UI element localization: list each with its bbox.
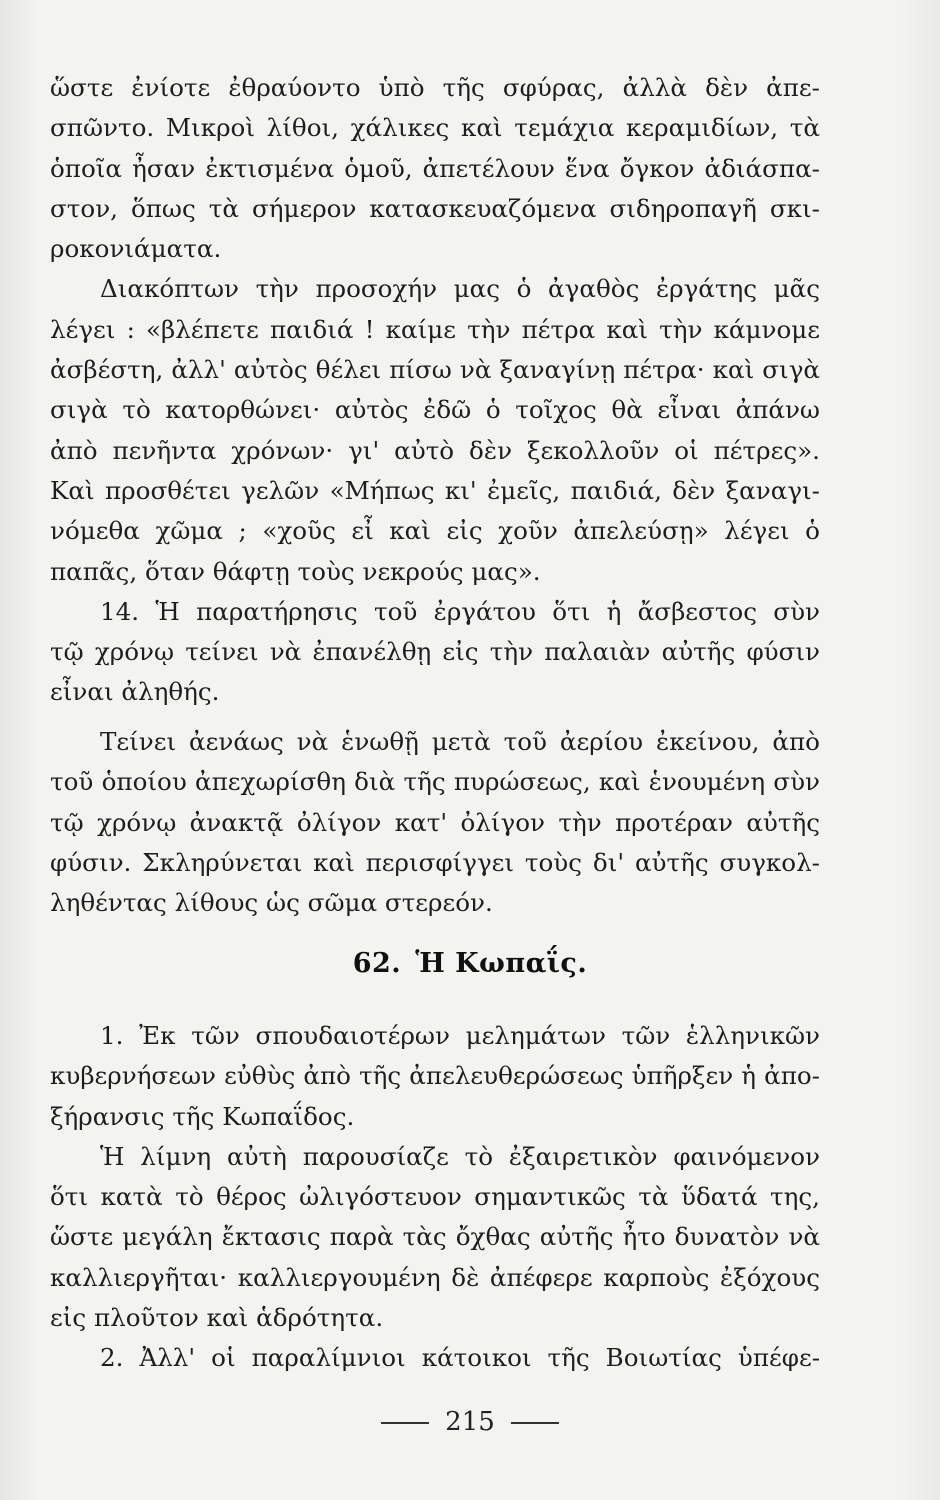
text-line: σπῶντο. Μικροὶ λίθοι, χάλικες καὶ τεμάχια κεραμιδίων, τὰ <box>50 113 820 143</box>
text-line: ἀσβέστη, ἀλλ' αὐτὸς θέλει πίσω νὰ ξαναγίνῃ πέτρα· καὶ σιγὰ <box>50 355 820 385</box>
text-line: Καὶ προσθέτει γελῶν «Μήπως κι' ἐμεῖς, παιδιά, δὲν ξαναγι- <box>50 475 820 505</box>
text-line: φύσιν. Σκληρύνεται καὶ περισφίγγει τοὺς δι' αὐτῆς συγκολ- <box>50 847 820 877</box>
text-line: 1. Ἐκ τῶν σπουδαιοτέρων μελημάτων τῶν ἑλληνικῶν <box>100 1021 820 1050</box>
text-line: Ἡ λίμνη αὐτὴ παρουσίαζε τὸ ἐξαιρετικὸν φαινόμενον <box>100 1141 820 1171</box>
text-line: καλλιεργῆται· καλλιεργουμένη δὲ ἀπέφερε καρποὺς ἐξόχους <box>50 1262 820 1292</box>
dash-decoration <box>511 1422 559 1424</box>
text-line: τοῦ ὁποίου ἀπεχωρίσθη διὰ τῆς πυρώσεως, καὶ ἑνουμένη σὺν <box>50 767 820 797</box>
text-line: στον, ὅπως τὰ σήμερον κατασκευαζόμενα σιδηροπαγῆ σκι- <box>50 193 820 223</box>
text-block-paragraph <box>50 722 820 923</box>
text-line: ξήρανσις τῆς Κωπαΐδος. <box>50 1101 355 1131</box>
text-line: ὁποῖα ἦσαν ἐκτισμένα ὁμοῦ, ἀπετέλουν ἕνα ὄγκον ἀδιάσπα- <box>50 153 820 183</box>
text-line: ἀπὸ πενῆντα χρόνων· γι' αὐτὸ δὲν ξεκολλοῦν οἱ πέτρες». <box>50 435 820 465</box>
page-number-value: 215 <box>445 1407 495 1437</box>
text-line: σιγὰ τὸ κατορθώνει· αὐτὸς ἐδῶ ὁ τοῖχος θὰ εἶναι ἀπάνω <box>50 395 820 425</box>
text-line: 2. Ἀλλ' οἱ παραλίμνιοι κάτοικοι τῆς Βοιωτίας ὑπέφε- <box>100 1343 820 1373</box>
text-line: λέγει : «βλέπετε παιδιά ! καίμε τὴν πέτρα καὶ τὴν κάμνομε <box>50 314 820 344</box>
section-number: 62. <box>352 948 402 979</box>
text-line: εἰς πλοῦτον καὶ ἁδρότητα. <box>50 1303 384 1333</box>
text-line: 14. Ἡ παρατήρησις τοῦ ἐργάτου ὅτι ἡ ἄσβεστος σὺν <box>100 596 820 626</box>
text-line: ὥστε ἐνίοτε ἐθραύοντο ὑπὸ τῆς σφύρας, ἀλλὰ δὲν ἀπε- <box>50 73 820 102</box>
text-line: εἶναι ἀληθής. <box>50 677 220 707</box>
text-line: κυβερνήσεων εὐθὺς ἀπὸ τῆς ἀπελευθερώσεως ὑπῆρξεν ἡ ἀπο- <box>50 1061 820 1091</box>
text-line: τῷ χρόνῳ ἀνακτᾷ ὀλίγον κατ' ὀλίγον τὴν προτέραν αὐτῆς <box>50 807 820 837</box>
text-line: ροκονιάματα. <box>50 234 222 264</box>
text-line: ὅτι κατὰ τὸ θέρος ὠλιγόστευον σημαντικῶς τὰ ὕδατά της, <box>50 1182 820 1212</box>
text-line: παπᾶς, ὅταν θάφτῃ τοὺς νεκρούς μας». <box>50 556 541 586</box>
text-line: ληθέντας λίθους ὡς σῶμα στερεόν. <box>50 888 493 918</box>
dash-decoration <box>381 1422 429 1424</box>
text-block-continuation <box>50 68 820 713</box>
text-line: Διακόπτων τὴν προσοχήν μας ὁ ἀγαθὸς ἐργάτης μᾶς <box>100 274 820 304</box>
text-line: νόμεθα χῶμα ; «χοῦς εἶ καὶ εἰς χοῦν ἀπελεύσῃ» λέγει ὁ <box>50 516 820 546</box>
page-number <box>0 1407 940 1437</box>
text-block-section <box>50 1016 820 1379</box>
text-line: Τείνει ἀενάως νὰ ἑνωθῇ μετὰ τοῦ ἀερίου ἐκείνου, ἀπὸ <box>100 727 820 756</box>
text-line: τῷ χρόνῳ τείνει νὰ ἐπανέλθῃ εἰς τὴν παλαιὰν αὐτῆς φύσιν <box>50 637 820 667</box>
section-heading <box>0 948 940 979</box>
section-title: Ἡ Κωπαΐς. <box>415 948 588 979</box>
text-line: ὥστε μεγάλη ἔκτασις παρὰ τὰς ὄχθας αὐτῆς ἦτο δυνατὸν νὰ <box>50 1222 820 1252</box>
